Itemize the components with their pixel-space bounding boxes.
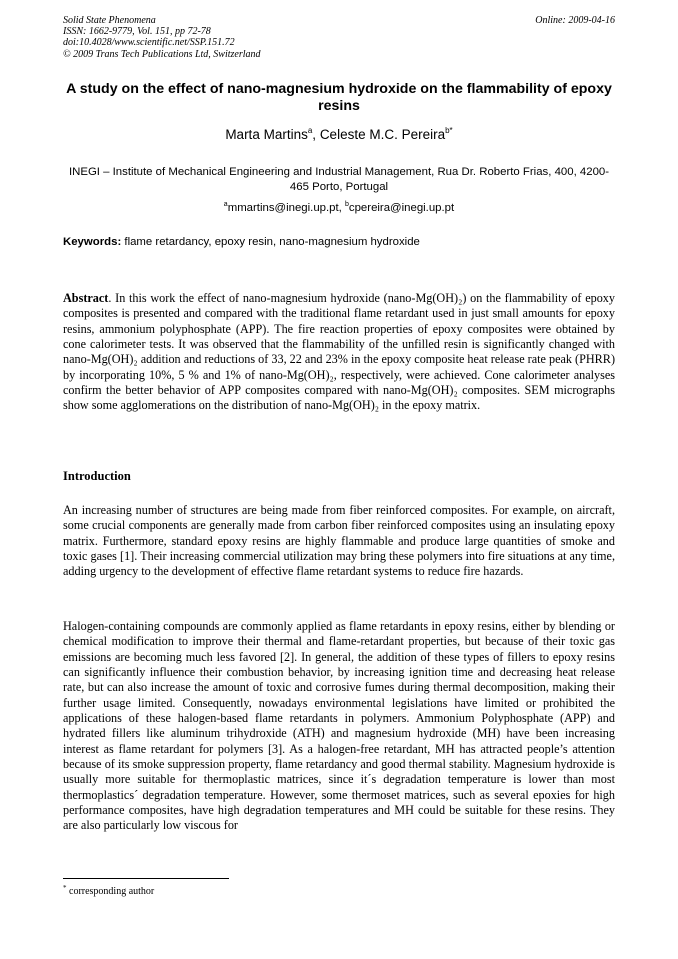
- author-separator: ,: [312, 127, 320, 142]
- author-affil-mark: a: [307, 126, 313, 135]
- keywords: [63, 236, 615, 248]
- keywords-label: Keywords:: [63, 236, 122, 248]
- paragraph: Halogen-containing compounds are commonly applied as flame retardants in epoxy resins, either by blending or chemical modification to improve their thermal and flame-retardant properties, but because of their toxic gas emissions are becoming much less favored [2]. In general, the addition of these types of fillers to epoxy resins can significantly influence their combustion behavior, by increasing ignition time and decreasing heat release rate, but can also increase the amount of toxic and corrosive fumes during thermal decomposition, making their further usage limited. Consequently, nowadays environmental legislations have limited or prohibited the applications of these halogen-based flame retardants in polymers. Ammonium Polyphosphate (APP) and hydrated fillers like aluminum trihydroxide (ATH) and magnesium hydroxide (MH) have been increasing interest as flame retardant for polymers [3]. As a halogen-free retardant, MH has attracted people’s attention because of its smoke suppression property, flame retardancy and good thermal stability. Magnesium hydroxide is usually more suitable for thermoplastic matrices, since it´s degradation temperature is lower than most thermoplastics´ degradation temperature. However, some thermoset matrices, such as several epoxies for high performance composites, have high degradation temperatures and MH could be suitable for these resins. They are also particularly low viscous for: [63, 619, 615, 833]
- email-address: cpereira@inegi.up.pt: [348, 202, 455, 214]
- author-affil-mark: b*: [445, 126, 453, 135]
- online-date: Online: 2009-04-16: [535, 15, 615, 26]
- author-name: Celeste M.C. Pereira: [319, 127, 446, 142]
- email-mark: b: [345, 201, 349, 208]
- affiliation: INEGI – Institute of Mechanical Engineering and Industrial Management, Rua Dr. Roberto Frias, 400, 4200-465 Porto, Portugal: [68, 166, 610, 193]
- abstract-text: . In this work the effect of nano-magnesium hydroxide (nano-Mg(OH)₂) on the flammability of epoxy composites is presented and compared with the traditional flame retardant used in just small amounts for epoxy resins, ammonium polyphosphate (APP). The fire reaction properties of epoxy composites were obtained by cone calorimeter tests. It was observed that the flammability of the unfilled resin is significantly changed with nano-Mg(OH)₂ addition and reductions of 33, 22 and 23% in the epoxy composite heat release rate peak (PHRR) by incorporating 10%, 5 % and 1% of nano-Mg(OH)₂, respectively, were achieved. Cone calorimeter analyses confirm the better behavior of APP composites compared with nano-Mg(OH)₂ composites. SEM micrographs show some agglomerations on the distribution of nano-Mg(OH)₂ in the epoxy matrix.: [63, 291, 615, 413]
- doi-line: doi:10.4028/www.scientific.net/SSP.151.72: [63, 37, 235, 49]
- paragraph: An increasing number of structures are being made from fiber reinforced composites. For example, on aircraft, some crucial components are generally made from carbon fiber reinforced composites using an insulating epoxy matrix. Furthermore, standard epoxy resins are highly flammable and produce large quantities of smoke and toxic gases [1]. Their increasing commercial utilization may bring these polymers into fire situations at any time, adding urgency to the development of effective flame retardant systems to reduce fire hazards.: [63, 503, 615, 579]
- abstract: [63, 291, 615, 414]
- email-address: mmartins@inegi.up.pt,: [227, 202, 345, 214]
- footnote-text: corresponding author: [66, 886, 155, 897]
- keywords-text: flame retardancy, epoxy resin, nano-magnesium hydroxide: [121, 236, 420, 248]
- author-name: Marta Martins: [225, 127, 308, 142]
- footnote-mark: *: [63, 884, 67, 892]
- email-mark: a: [223, 201, 228, 208]
- footnote-divider: [63, 878, 229, 879]
- issn-line: ISSN: 1662-9779, Vol. 151, pp 72-78: [63, 26, 211, 38]
- footnote: [63, 884, 154, 897]
- journal-header: [63, 15, 261, 60]
- copyright-line: © 2009 Trans Tech Publications Ltd, Switzerland: [63, 48, 261, 60]
- author-list: [63, 126, 615, 142]
- journal-name: Solid State Phenomena: [63, 15, 156, 26]
- section-heading: Introduction: [63, 469, 131, 483]
- abstract-label: Abstract: [63, 291, 109, 305]
- paper-title: A study on the effect of nano-magnesium hydroxide on the flammability of epoxy resins: [66, 81, 612, 114]
- email-line: [63, 201, 615, 214]
